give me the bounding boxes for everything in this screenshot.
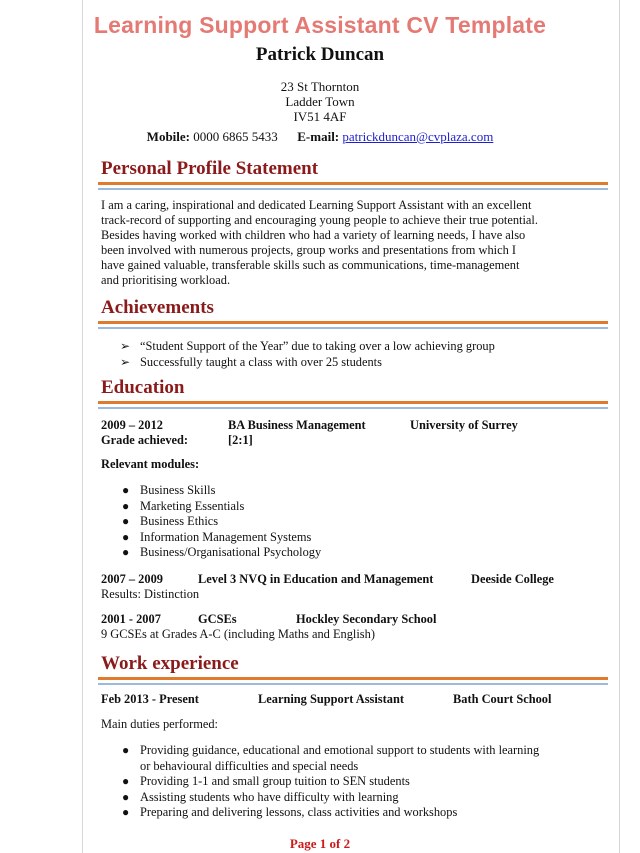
edu2-dates: 2007 – 2009	[101, 572, 163, 586]
mobile-label: Mobile:	[146, 129, 190, 144]
address-line-1: 23 St Thornton	[280, 79, 360, 94]
edu3-qualification: GCSEs	[198, 612, 237, 626]
list-item: ● Assisting students who have difficulty with learning	[122, 789, 399, 804]
list-item: ● Marketing Essentials	[122, 498, 245, 513]
job1-employer: Bath Court School	[453, 692, 552, 706]
profile-statement	[101, 198, 581, 288]
edu1-institution: University of Surrey	[410, 418, 518, 432]
edu3-dates: 2001 - 2007	[101, 612, 161, 626]
list-item: ● Preparing and delivering lessons, class activities and workshops	[122, 805, 458, 820]
bullet-icon: ●	[122, 498, 130, 513]
duties-list	[119, 743, 589, 821]
bullet-icon: ●	[122, 789, 130, 804]
edu2-result: Results: Distinction	[101, 587, 200, 601]
job1-dates: Feb 2013 - Present	[101, 692, 199, 706]
edu2-qualification: Level 3 NVQ in Education and Management	[198, 572, 434, 586]
address-line-2: Ladder Town	[285, 94, 355, 109]
section-heading-work: Work experience	[101, 653, 239, 674]
contact-line	[0, 129, 640, 145]
edu1-grade-label: Grade achieved:	[101, 433, 189, 447]
bullet-icon: ●	[122, 514, 130, 529]
list-item: ➢ “Student Support of the Year” due to taking over a low achieving group	[120, 339, 495, 353]
edu1-modules-label: Relevant modules:	[101, 457, 200, 471]
achievements-list	[120, 339, 590, 370]
edu2-institution: Deeside College	[471, 572, 554, 586]
profile-line: and prioritising workload.	[101, 273, 231, 287]
email-label: E-mail:	[297, 129, 340, 144]
list-item: ● Information Management Systems	[122, 529, 312, 544]
page-number: Page 1 of 2	[289, 836, 351, 851]
edu1-degree: BA Business Management	[228, 418, 366, 432]
list-item: ➢ Successfully taught a class with over 25 students	[120, 354, 382, 369]
profile-line: Besides having worked with children who had a variety of learning needs, I have also	[101, 228, 526, 242]
list-item: ● Providing guidance, educational and emotional support to students with learning or behavioural difficulties and special needs	[122, 743, 540, 773]
bullet-icon: ●	[122, 483, 130, 497]
list-item: ● Business Skills	[122, 483, 216, 497]
section-rule	[98, 401, 608, 409]
mobile-number: 0000 6865 5433	[193, 129, 278, 144]
section-rule	[98, 677, 608, 685]
edu1-grade: [2:1]	[228, 433, 253, 447]
arrow-bullet-icon: ➢	[120, 354, 131, 369]
section-rule	[98, 182, 608, 190]
edu3-institution: Hockley Secondary School	[296, 612, 437, 626]
bullet-icon: ●	[122, 805, 130, 820]
job1-duties-label: Main duties performed:	[101, 717, 218, 731]
bullet-icon: ●	[122, 743, 130, 757]
list-item: ● Providing 1-1 and small group tuition to SEN students	[122, 774, 410, 789]
arrow-bullet-icon: ➢	[120, 339, 131, 353]
job1-role: Learning Support Assistant	[258, 692, 404, 706]
section-heading-achievements: Achievements	[101, 297, 214, 318]
bullet-icon: ●	[122, 529, 130, 544]
list-item: ● Business Ethics	[122, 514, 219, 529]
section-heading-education: Education	[101, 377, 185, 398]
email-link[interactable]: patrickduncan@cvplaza.com	[342, 129, 494, 144]
profile-line: I am a caring, inspirational and dedicated Learning Support Assistant with an excellent	[101, 198, 532, 212]
document-title: Learning Support Assistant CV Template	[93, 12, 547, 38]
edu1-dates: 2009 – 2012	[101, 418, 163, 432]
list-item: ● Business/Organisational Psychology	[122, 545, 322, 560]
section-heading-profile: Personal Profile Statement	[101, 158, 319, 179]
profile-line: been involved with numerous projects, group works and presentations from which I	[101, 243, 516, 257]
candidate-name: Patrick Duncan	[255, 44, 385, 65]
bullet-icon: ●	[122, 774, 130, 789]
profile-line: have gained valuable, transferable skills such as communications, time-management	[101, 258, 520, 272]
modules-list	[119, 483, 519, 561]
edu3-result: 9 GCSEs at Grades A-C (including Maths and English)	[101, 627, 375, 641]
profile-line: track-record of supporting and encouraging young people to achieve their true potential.	[101, 213, 538, 227]
section-rule	[98, 321, 608, 329]
address-line-3: IV51 4AF	[293, 109, 347, 124]
bullet-icon: ●	[122, 545, 130, 560]
